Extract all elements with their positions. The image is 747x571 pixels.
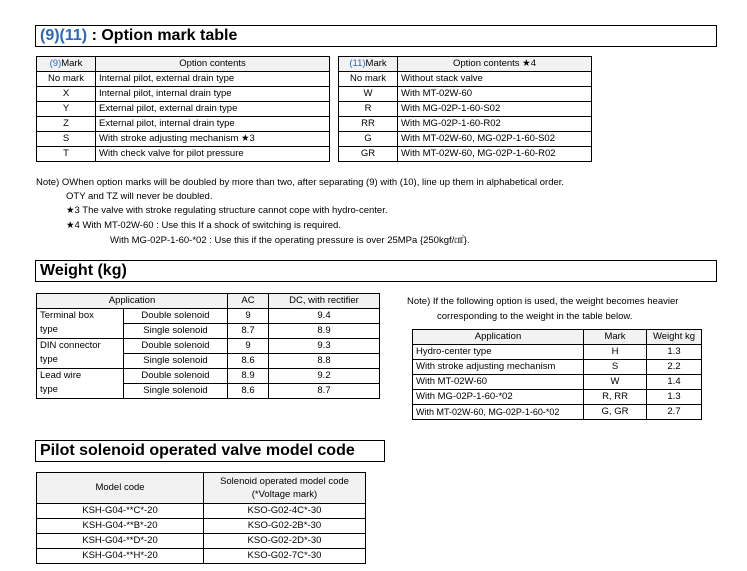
table-header-row — [413, 330, 702, 345]
mark-cell: S — [37, 132, 96, 147]
ac-cell: 8.6 — [228, 354, 269, 369]
contents-cell: With check valve for pilot pressure — [96, 147, 330, 162]
application-header: Application — [37, 294, 228, 309]
mark-cell: R — [339, 102, 398, 117]
table-header-row — [339, 57, 592, 72]
contents-cell: Without stack valve — [398, 72, 592, 87]
solenoid-cell: Double solenoid — [124, 339, 228, 354]
table-header-row — [37, 294, 380, 309]
option-note-3: ★3 The valve with stroke regulating structure cannot cope with hydro-center. — [66, 205, 388, 216]
solenoid-cell: Single solenoid — [124, 384, 228, 399]
ac-header: AC — [228, 294, 269, 309]
weight-table — [36, 293, 380, 399]
mark-cell: G — [339, 132, 398, 147]
dc-cell: 8.8 — [269, 354, 380, 369]
table-row — [413, 345, 702, 360]
model-cell: KSH-G04-**H*-20 — [37, 549, 204, 564]
mark-cell: X — [37, 87, 96, 102]
model-code-header: Model code — [37, 473, 204, 504]
mark-header — [339, 57, 398, 72]
table-row — [37, 309, 380, 324]
mark-cell: Z — [37, 117, 96, 132]
table-row — [413, 405, 702, 420]
table-row — [37, 147, 330, 162]
type-cell — [37, 309, 124, 339]
type-line-2: type — [40, 354, 58, 365]
contents-cell: With MT-02W-60 — [398, 87, 592, 102]
solenoid-header-line-2: (*Voltage mark) — [251, 489, 318, 500]
table-row — [37, 369, 380, 384]
application-cell: With stroke adjusting mechanism — [413, 360, 584, 375]
mark-cell: H — [584, 345, 647, 360]
ac-cell: 8.6 — [228, 384, 269, 399]
type-line-1: Lead wire — [40, 370, 82, 381]
model-cell: KSH-G04-**D*-20 — [37, 534, 204, 549]
mark-cell: Y — [37, 102, 96, 117]
type-line-2: type — [40, 324, 58, 335]
type-line-1: DIN connector — [40, 340, 101, 351]
table-row — [37, 519, 366, 534]
table-header-row — [37, 473, 366, 504]
table-row — [37, 534, 366, 549]
dc-cell: 9.3 — [269, 339, 380, 354]
ac-cell: 9 — [228, 339, 269, 354]
header-mark-label: Mark — [61, 58, 83, 69]
mark-cell: G, GR — [584, 405, 647, 420]
solenoid-cell: KSO-G02-2D*-30 — [204, 534, 366, 549]
dc-cell: 9.2 — [269, 369, 380, 384]
contents-cell: Internal pilot, external drain type — [96, 72, 330, 87]
table-row — [339, 72, 592, 87]
type-line-2: type — [40, 384, 58, 395]
option-weight-table — [412, 329, 702, 420]
mark-header: Mark — [584, 330, 647, 345]
table-row — [339, 147, 592, 162]
mark-header — [37, 57, 96, 72]
table-row — [413, 360, 702, 375]
option-mark-table-11 — [338, 56, 592, 162]
option-note-4: ★4 With MT-02W-60 : Use this If a shock of switching is required. — [66, 220, 341, 231]
mark-cell: R, RR — [584, 390, 647, 405]
contents-cell: With MG-02P-1-60-S02 — [398, 102, 592, 117]
solenoid-cell: Single solenoid — [124, 324, 228, 339]
type-line-1: Terminal box — [40, 310, 94, 321]
dc-cell: 9.4 — [269, 309, 380, 324]
solenoid-cell: Double solenoid — [124, 369, 228, 384]
table-row — [339, 87, 592, 102]
contents-header: Option contents ★4 — [398, 57, 592, 72]
contents-cell: External pilot, internal drain type — [96, 117, 330, 132]
pilot-model-code-title: Pilot solenoid operated valve model code — [35, 440, 385, 462]
model-cell: KSH-G04-**C*-20 — [37, 504, 204, 519]
table-row — [339, 117, 592, 132]
solenoid-cell: Single solenoid — [124, 354, 228, 369]
mark-cell: W — [339, 87, 398, 102]
weight-cell: 2.2 — [647, 360, 702, 375]
weight-cell: 1.3 — [647, 390, 702, 405]
model-cell: KSH-G04-**B*-20 — [37, 519, 204, 534]
ac-cell: 8.7 — [228, 324, 269, 339]
contents-cell: With MT-02W-60, MG-02P-1-60-S02 — [398, 132, 592, 147]
table-row — [37, 102, 330, 117]
solenoid-model-header — [204, 473, 366, 504]
table-row — [37, 504, 366, 519]
type-cell — [37, 339, 124, 369]
application-cell: With MG-02P-1-60-*02 — [413, 390, 584, 405]
application-cell: With MT-02W-60, MG-02P-1-60-*02 — [413, 405, 584, 420]
option-note-5: With MG-02P-1-60-*02 : Use this if the operating pressure is over 25MPa {250kgf/㎠}. — [110, 235, 470, 246]
weight-cell: 2.7 — [647, 405, 702, 420]
weight-note-line-1: Note) If the following option is used, the weight becomes heavier — [407, 296, 679, 307]
contents-header: Option contents — [96, 57, 330, 72]
application-cell: With MT-02W-60 — [413, 375, 584, 390]
table-header-row — [37, 57, 330, 72]
weight-cell: 1.3 — [647, 345, 702, 360]
mark-cell: T — [37, 147, 96, 162]
weight-title: Weight (kg) — [35, 260, 717, 282]
application-header: Application — [413, 330, 584, 345]
mark-cell: RR — [339, 117, 398, 132]
table-row — [339, 132, 592, 147]
contents-cell: With stroke adjusting mechanism ★3 — [96, 132, 330, 147]
solenoid-cell: KSO-G02-7C*-30 — [204, 549, 366, 564]
header-mark-label: Mark — [365, 58, 387, 69]
dc-cell: 8.9 — [269, 324, 380, 339]
option-title-text: : Option mark table — [87, 27, 238, 44]
table-row — [37, 339, 380, 354]
mark-cell: GR — [339, 147, 398, 162]
weight-note-line-2: corresponding to the weight in the table below. — [437, 311, 633, 322]
mark-cell: No mark — [37, 72, 96, 87]
contents-cell: With MG-02P-1-60-R02 — [398, 117, 592, 132]
table-row — [37, 87, 330, 102]
table-row — [37, 132, 330, 147]
option-note-1: Note) OWhen option marks will be doubled by more than two, after separating (9) with (10), line up them in alphabetical order. — [36, 177, 565, 188]
ac-cell: 9 — [228, 309, 269, 324]
mark-cell: No mark — [339, 72, 398, 87]
table-row — [37, 72, 330, 87]
solenoid-header-line-1: Solenoid operated model code — [220, 476, 349, 487]
application-cell: Hydro-center type — [413, 345, 584, 360]
dc-header: DC, with rectifier — [269, 294, 380, 309]
mark-cell: S — [584, 360, 647, 375]
pilot-model-code-table — [36, 472, 366, 564]
header-number: (9) — [49, 58, 62, 69]
solenoid-cell: KSO-G02-4C*-30 — [204, 504, 366, 519]
table-row — [37, 117, 330, 132]
table-row — [37, 549, 366, 564]
weight-header: Weight kg — [647, 330, 702, 345]
weight-cell: 1.4 — [647, 375, 702, 390]
contents-cell: External pilot, external drain type — [96, 102, 330, 117]
table-row — [413, 390, 702, 405]
contents-cell: Internal pilot, internal drain type — [96, 87, 330, 102]
option-mark-title — [35, 25, 717, 47]
option-mark-table-9 — [36, 56, 330, 162]
ac-cell: 8.9 — [228, 369, 269, 384]
mark-cell: W — [584, 375, 647, 390]
solenoid-cell: Double solenoid — [124, 309, 228, 324]
type-cell — [37, 369, 124, 399]
option-note-2: OTY and TZ will never be doubled. — [66, 191, 213, 202]
solenoid-cell: KSO-G02-2B*-30 — [204, 519, 366, 534]
table-row — [413, 375, 702, 390]
contents-cell: With MT-02W-60, MG-02P-1-60-R02 — [398, 147, 592, 162]
header-number: (11) — [349, 58, 366, 69]
table-row — [339, 102, 592, 117]
option-title-number: (9)(11) — [40, 27, 88, 44]
dc-cell: 8.7 — [269, 384, 380, 399]
